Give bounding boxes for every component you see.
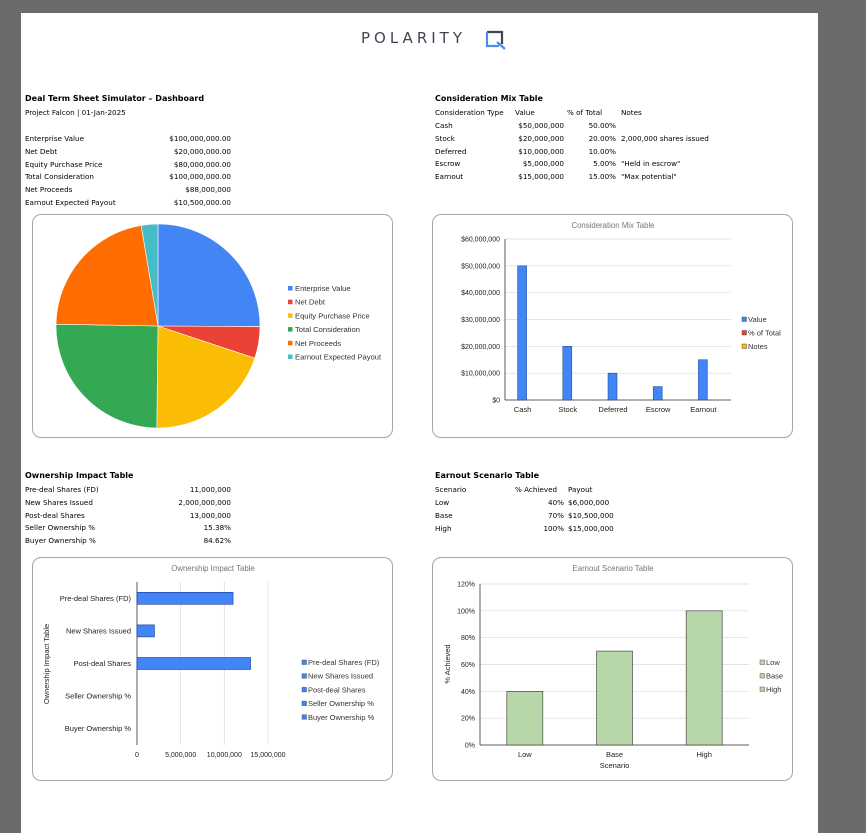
legend-label: Base — [766, 671, 784, 681]
x-tick-label: Escrow — [645, 405, 671, 414]
x-tick-label: Base — [605, 750, 624, 759]
x-tick-label: Stock — [558, 405, 578, 414]
earnout-scenario: High — [435, 523, 452, 533]
y-tick-label: New Shares Issued — [65, 626, 131, 636]
y-tick-label: 80% — [460, 635, 475, 643]
summary-value: $80,000,000.00 — [173, 159, 231, 169]
y-tick-label: 60% — [460, 662, 475, 669]
consideration-value: $15,000,000 — [518, 172, 564, 182]
bar — [137, 592, 233, 604]
y-tick-label: 120% — [457, 581, 475, 589]
earnout-bar-chart — [433, 558, 792, 780]
summary-value: $88,000,000 — [185, 185, 231, 195]
legend-swatch — [302, 687, 307, 692]
consideration-type: Escrow — [435, 159, 461, 169]
earnout-title: Earnout Scenario Table — [435, 471, 540, 480]
consideration-type: Earnout — [435, 172, 464, 182]
y-tick-label: 40% — [460, 688, 475, 696]
summary-value: $10,500,000.00 — [173, 198, 231, 207]
x-tick-label: High — [696, 750, 712, 759]
y-axis-title: % Achieved — [443, 644, 452, 684]
earnout-payout: $10,500,000 — [568, 510, 614, 520]
x-tick-label: 10,000,000 — [206, 752, 242, 759]
logo-text: POLARITY — [361, 29, 466, 47]
consideration-pct: 20.00% — [588, 133, 616, 143]
legend-label: Pre-deal Shares (FD) — [308, 658, 380, 667]
ownership-bar-chart — [33, 558, 392, 780]
pie-slice — [56, 225, 158, 326]
x-tick-label: 5,000,000 — [165, 752, 197, 759]
x-tick-label: Low — [517, 750, 532, 759]
legend-label: High — [766, 685, 782, 694]
bar — [597, 651, 633, 745]
summary-value: $100,000,000.00 — [169, 172, 231, 182]
pie-slice — [158, 224, 260, 327]
earnout-pct: 70% — [548, 510, 564, 520]
y-tick-label: Post-deal Shares — [73, 659, 131, 668]
earnout-payout: $15,000,000 — [568, 523, 614, 533]
pie-slice — [56, 324, 158, 428]
x-axis-title: Scenario — [599, 761, 630, 770]
earnout-header: Scenario — [435, 485, 467, 494]
legend-swatch — [288, 300, 293, 305]
legend-swatch — [288, 286, 293, 291]
bar — [653, 387, 662, 400]
earnout-header: Payout — [568, 485, 593, 494]
summary-value: $100,000,000.00 — [169, 134, 231, 143]
bar — [137, 625, 154, 637]
earnout-payout: $6,000,000 — [568, 498, 610, 507]
legend-swatch — [742, 317, 747, 322]
legend-label: New Shares Issued — [308, 671, 374, 681]
consideration-title: Consideration Mix Table — [435, 94, 543, 103]
summary-label: Earnout Expected Payout — [25, 198, 116, 207]
pie-chart — [33, 215, 392, 437]
earnout-chart-box[interactable] — [432, 557, 793, 781]
ownership-value: 15.38% — [203, 523, 231, 533]
consideration-type: Stock — [435, 133, 455, 143]
legend-swatch — [742, 331, 747, 336]
legend-swatch — [302, 660, 307, 665]
polarity-logo — [361, 29, 511, 51]
consideration-notes: "Held in escrow" — [621, 159, 681, 169]
bar — [608, 373, 617, 400]
bar — [698, 360, 707, 400]
y-tick-label: $40,000,000 — [461, 290, 500, 298]
legend-label: % of Total — [748, 328, 781, 338]
legend-swatch — [288, 327, 293, 332]
ownership-chart-box[interactable] — [32, 557, 393, 781]
y-tick-label: Seller Ownership % — [65, 691, 131, 701]
legend-label: Enterprise Value — [295, 284, 351, 293]
dashboard-page — [21, 13, 818, 833]
legend-swatch — [760, 687, 765, 692]
summary-label: Net Debt — [25, 146, 58, 156]
summary-label: Equity Purchase Price — [25, 159, 103, 169]
earnout-header: % Achieved — [515, 485, 558, 494]
y-tick-label: Pre-deal Shares (FD) — [59, 593, 131, 603]
legend-label: Buyer Ownership % — [308, 712, 375, 722]
ownership-label: New Shares Issued — [25, 497, 93, 507]
consideration-header: % of Total — [567, 108, 603, 117]
consideration-header: Notes — [621, 108, 642, 117]
legend-label: Equity Purchase Price — [295, 311, 370, 321]
y-tick-label: $50,000,000 — [461, 263, 500, 271]
consideration-bar-chart — [433, 215, 792, 437]
legend-swatch — [302, 715, 307, 720]
chart-title: Ownership Impact Table — [171, 564, 255, 573]
y-tick-label: $20,000,000 — [461, 343, 500, 351]
legend-label: Net Proceeds — [295, 338, 342, 348]
summary-label: Enterprise Value — [25, 134, 84, 143]
consideration-pct: 5.00% — [593, 159, 616, 169]
earnout-scenario: Base — [435, 510, 453, 520]
earnout-pct: 40% — [548, 498, 564, 507]
legend-swatch — [288, 341, 293, 346]
ownership-title: Ownership Impact Table — [25, 471, 134, 480]
x-tick-label: Cash — [513, 405, 532, 414]
consideration-type: Cash — [435, 121, 453, 130]
y-tick-label: $60,000,000 — [461, 236, 500, 244]
consideration-pct: 10.00% — [588, 146, 616, 156]
summary-subtitle: Project Falcon | 01-Jan-2025 — [25, 108, 126, 117]
consideration-type: Deferred — [435, 146, 467, 156]
ownership-label: Buyer Ownership % — [25, 536, 96, 546]
legend-swatch — [742, 344, 747, 349]
bar — [518, 266, 527, 400]
consideration-value: $20,000,000 — [518, 133, 564, 143]
summary-label: Total Consideration — [25, 172, 94, 182]
pie-chart-box[interactable] — [32, 214, 393, 438]
ownership-value: 11,000,000 — [189, 485, 231, 494]
legend-swatch — [302, 674, 307, 679]
earnout-pct: 100% — [543, 523, 564, 533]
y-tick-label: 100% — [457, 608, 475, 616]
consideration-chart-box[interactable] — [432, 214, 793, 438]
legend-label: Net Debt — [295, 297, 325, 307]
chart-title: Consideration Mix Table — [571, 221, 655, 230]
summary-title: Deal Term Sheet Simulator – Dashboard — [25, 94, 205, 103]
y-axis-title: Ownership Impact Table — [42, 623, 51, 705]
consideration-value: $5,000,000 — [522, 159, 564, 169]
summary-value: $20,000,000.00 — [173, 146, 231, 156]
consideration-notes: "Max potential" — [621, 172, 677, 182]
consideration-header: Consideration Type — [435, 108, 504, 117]
y-tick-label: 0% — [464, 742, 475, 750]
chart-title: Earnout Scenario Table — [572, 564, 654, 573]
ownership-label: Pre-deal Shares (FD) — [25, 485, 99, 494]
y-tick-label: $10,000,000 — [461, 370, 500, 378]
ownership-value: 84.62% — [203, 536, 231, 546]
earnout-scenario: Low — [435, 498, 450, 507]
x-tick-label: 0 — [135, 752, 139, 759]
legend-label: Seller Ownership % — [308, 699, 374, 709]
consideration-value: $10,000,000 — [518, 146, 564, 156]
legend-swatch — [760, 660, 765, 665]
ownership-value: 13,000,000 — [189, 510, 231, 520]
x-tick-label: 15,000,000 — [250, 752, 286, 759]
y-tick-label: 20% — [460, 715, 475, 723]
ownership-label: Seller Ownership % — [25, 523, 96, 533]
y-tick-label: $30,000,000 — [461, 317, 500, 324]
legend-swatch — [288, 313, 293, 318]
ownership-label: Post-deal Shares — [25, 510, 85, 520]
bar — [137, 658, 251, 670]
y-tick-label: Buyer Ownership % — [64, 724, 131, 734]
consideration-pct: 15.00% — [588, 172, 616, 182]
legend-label: Low — [766, 658, 780, 667]
legend-label: Notes — [748, 342, 768, 351]
legend-swatch — [760, 674, 765, 679]
legend-label: Earnout Expected Payout — [295, 352, 382, 362]
legend-label: Post-deal Shares — [308, 685, 366, 695]
y-tick-label: $0 — [492, 397, 500, 405]
bar — [507, 691, 543, 745]
summary-label: Net Proceeds — [25, 185, 73, 195]
legend-label: Total Consideration — [295, 325, 361, 335]
consideration-notes: 2,000,000 shares issued — [621, 133, 709, 143]
logo-q-icon — [483, 29, 509, 51]
bar — [686, 611, 722, 745]
legend-swatch — [288, 355, 293, 360]
bar — [563, 346, 572, 400]
legend-label: Value — [748, 315, 767, 324]
legend-swatch — [302, 701, 307, 706]
x-tick-label: Earnout — [690, 405, 717, 414]
consideration-value: $50,000,000 — [518, 121, 564, 130]
consideration-header: Value — [515, 108, 535, 117]
x-tick-label: Deferred — [598, 405, 628, 414]
consideration-pct: 50.00% — [588, 121, 616, 130]
ownership-value: 2,000,000,000 — [178, 497, 231, 507]
